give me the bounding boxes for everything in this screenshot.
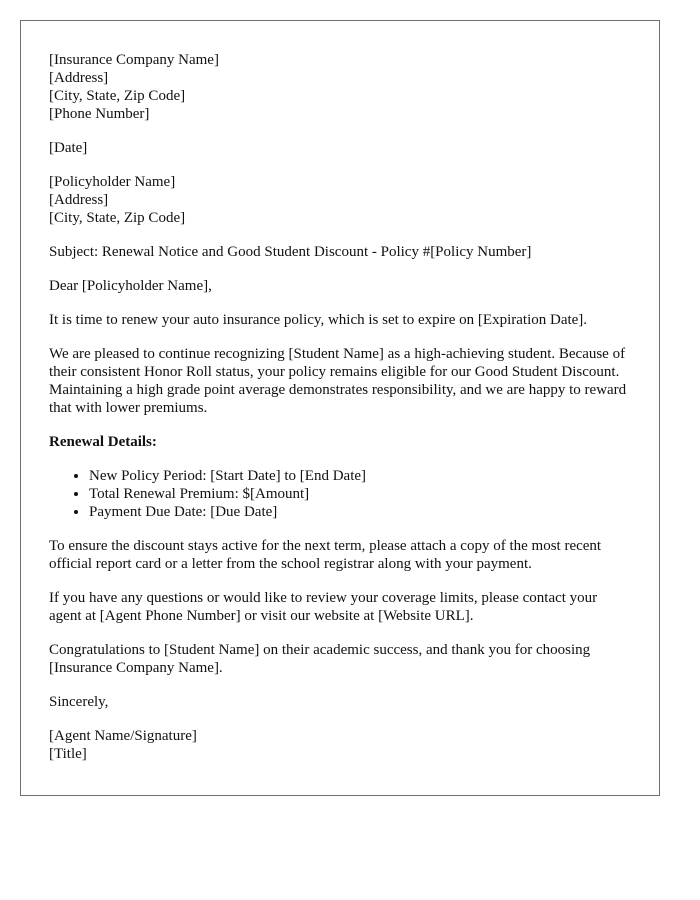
attach-paragraph: To ensure the discount stays active for the next term, please attach a copy of the most recent official report card or a letter from the school registrar along with your payment. [49,538,602,572]
letter-body [49,51,633,779]
list-item-payment-due-date: • Payment Due Date: [Due Date] [89,503,633,521]
congrats-paragraph: Congratulations to [Student Name] on their academic success, and thank you for choosing [Insurance Company Name]. [49,642,591,676]
list-item-policy-period: • New Policy Period: [Start Date] to [End Date] [89,467,633,485]
discount-paragraph: We are pleased to continue recognizing [Student Name] as a high-achieving student. Because of their consistent Honor Roll status, your policy remains eligible for our Good Student Discount. Maintaining a high grade point average demonstrates responsibility, and we are happy to reward that with lower premiums. [49,346,627,416]
recipient-block [49,173,633,227]
list-item-renewal-premium: • Total Renewal Premium: $[Amount] [89,485,633,503]
recipient-name: [Policyholder Name] [49,174,176,190]
letter-page [20,20,660,796]
salutation: Dear [Policyholder Name], [49,278,212,294]
recipient-address: [Address] [49,192,109,208]
renewal-details-list [49,467,633,521]
agent-title: [Title] [49,746,87,762]
sender-city-state-zip: [City, State, Zip Code] [49,88,186,104]
date-block [49,139,633,157]
sender-phone: [Phone Number] [49,106,150,122]
sender-block [49,51,633,123]
agent-signature: [Agent Name/Signature] [49,728,197,744]
signature-block [49,727,633,763]
intro-paragraph: It is time to renew your auto insurance policy, which is set to expire on [Expiration Date]. [49,312,588,328]
questions-paragraph: If you have any questions or would like to review your coverage limits, please contact your agent at [Agent Phone Number] or visit our website at [Website URL]. [49,590,598,624]
sender-company-name: [Insurance Company Name] [49,52,219,68]
sender-address: [Address] [49,70,109,86]
valediction: Sincerely, [49,694,109,710]
renewal-details-heading: Renewal Details: [49,434,157,450]
subject-line: Subject: Renewal Notice and Good Student Discount - Policy #[Policy Number] [49,244,532,260]
letter-date: [Date] [49,140,88,156]
recipient-city-state-zip: [City, State, Zip Code] [49,210,186,226]
